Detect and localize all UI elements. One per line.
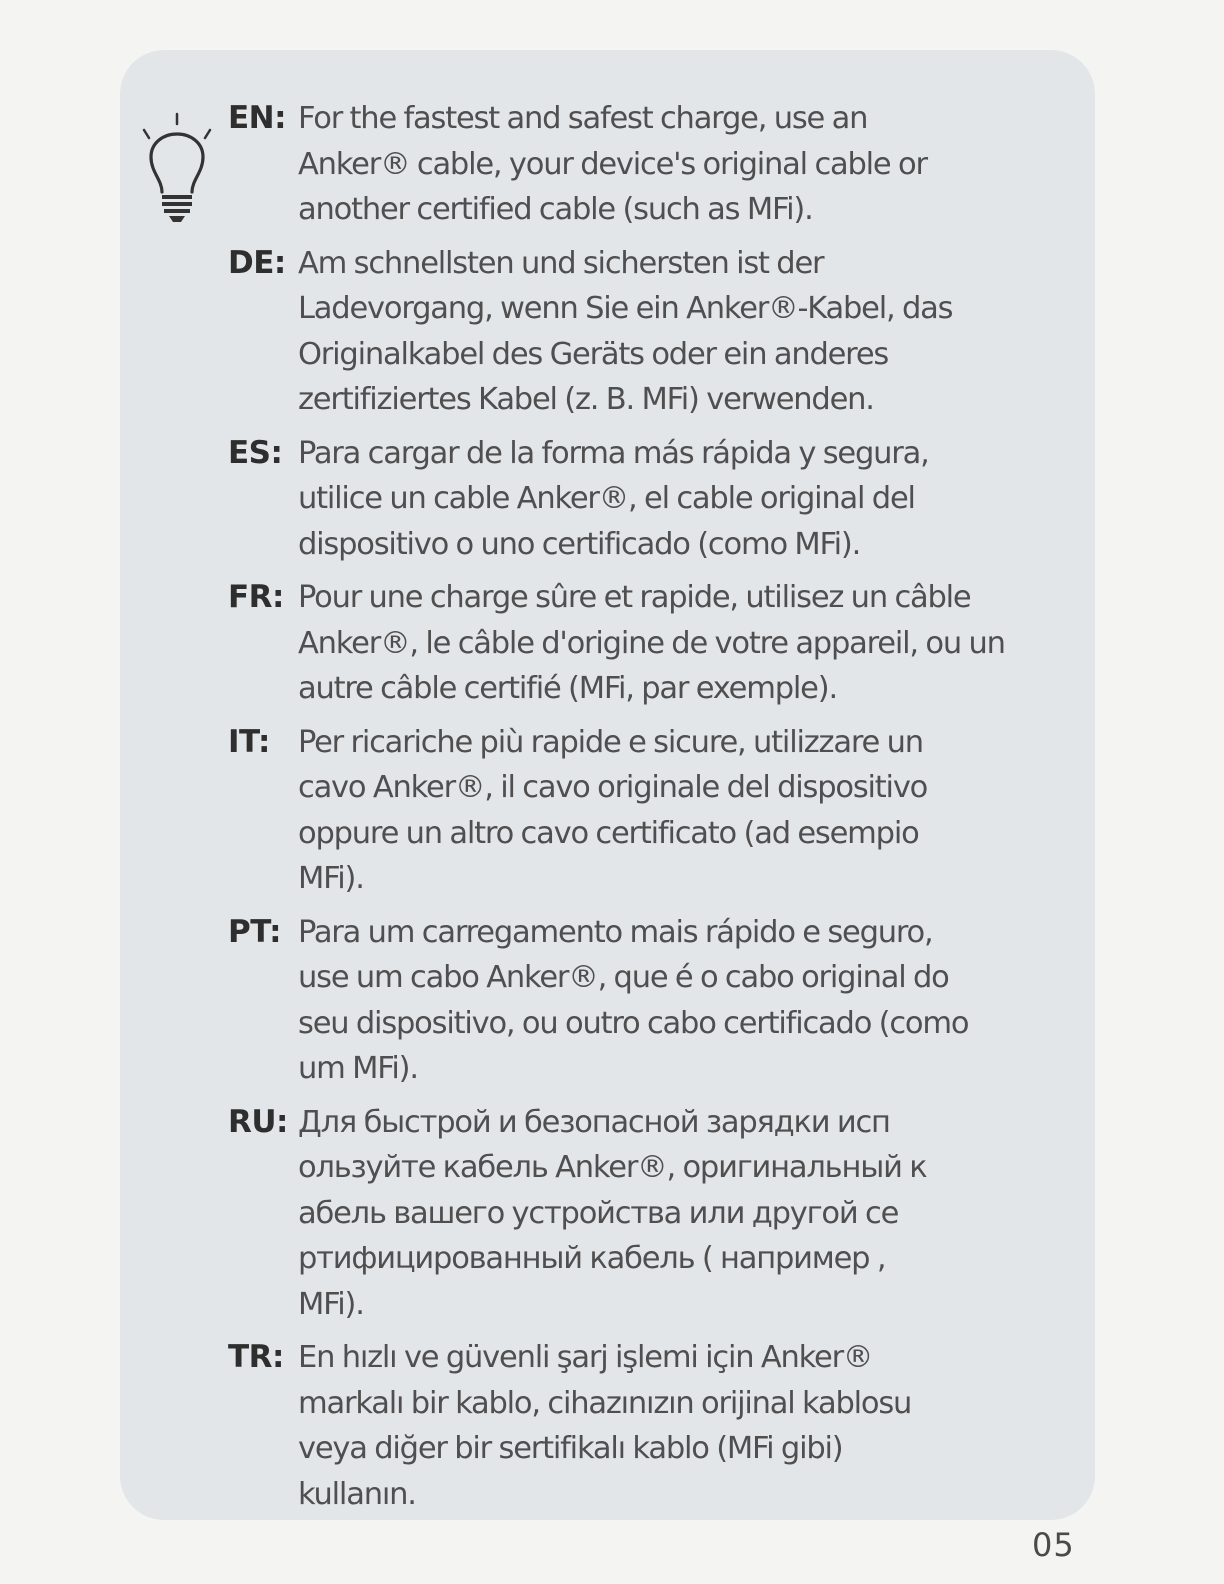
entry-text: For the fastest and safest charge, use an Anker® cable, your device's original cable or another certified cable (such as MFi).	[298, 101, 927, 227]
entry-text: Para cargar de la forma más rápida y segura, utilice un cable Anker®, el cable original del dispositivo o uno certificado (como MFi).	[298, 435, 929, 562]
light-bulb-icon	[138, 112, 216, 230]
language-code: FR:	[228, 579, 284, 615]
entry-text: Am schnellsten und sichersten ist der Ladevorgang, wenn Sie ein Anker®-Kabel, das Originalkabel des Geräts oder ein anderes zertifiziertes Kabel (z. B. MFi) verwenden.	[298, 245, 953, 417]
language-code: DE:	[228, 244, 286, 281]
entry-fr	[228, 575, 1028, 712]
page-number: 05	[1032, 1526, 1075, 1564]
language-code: RU:	[228, 1103, 288, 1140]
language-code: PT:	[228, 913, 282, 950]
entry-tr	[228, 1335, 1028, 1517]
entry-text: En hızlı ve güvenli şarj işlemi için Anker® markalı bir kablo, cihazınızın orijinal kablosu veya diğer bir sertifikalı kablo (MFi gibi) kullanın.	[298, 1340, 912, 1512]
entry-text: Для быстрой и безопасной зарядки исп ользуйте кабель Anker®, оригинальный к абель вашего устройства или другой се ртифицированный кабель ( например , MFi).	[298, 1104, 927, 1322]
entry-es	[228, 431, 1028, 568]
entry-ru	[228, 1100, 1028, 1328]
entry-it	[228, 720, 1028, 902]
language-code: ES:	[228, 434, 283, 471]
entry-pt	[228, 910, 1028, 1092]
language-code: EN:	[228, 100, 287, 136]
entry-en	[228, 96, 1028, 233]
language-code: IT:	[228, 723, 270, 760]
language-code: TR:	[228, 1339, 284, 1375]
entry-text: Pour une charge sûre et rapide, utilisez un câble Anker®, le câble d'origine de votre appareil, ou un autre câble certifié (MFi, par exemple).	[298, 580, 1005, 706]
entry-text: Para um carregamento mais rápido e seguro, use um cabo Anker®, que é o cabo original do seu dispositivo, ou outro cabo certificado (como um MFi).	[298, 914, 969, 1086]
multilingual-notes	[228, 96, 1028, 1525]
entry-text: Per ricariche più rapide e sicure, utilizzare un cavo Anker®, il cavo originale del dispositivo oppure un altro cavo certificato (ad esempio MFi).	[298, 724, 928, 896]
entry-de	[228, 241, 1028, 423]
